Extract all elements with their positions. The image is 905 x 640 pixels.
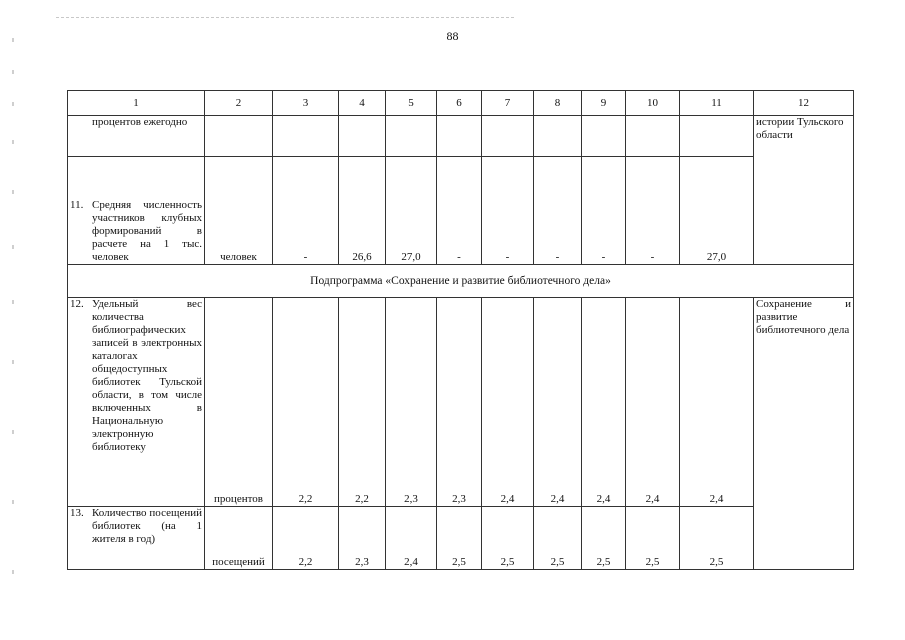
value-cell: 2,3 xyxy=(386,298,437,507)
indicator-name: Средняя численность участников клубных формирований в расчете на 1 тыс. человек xyxy=(92,199,202,263)
empty-cell xyxy=(273,116,339,157)
subprogram-title: Подпрограмма «Сохранение и развитие библиотечного дела» xyxy=(68,265,854,298)
unit-cell: процентов xyxy=(205,298,273,507)
header-cell: 10 xyxy=(626,91,680,116)
empty-cell xyxy=(386,116,437,157)
header-row xyxy=(68,91,854,116)
indicator-name-cell xyxy=(68,298,205,507)
row-index: 12. xyxy=(70,298,84,310)
value-cell: 2,4 xyxy=(582,298,626,507)
header-cell: 7 xyxy=(482,91,534,116)
value-cell: 2,5 xyxy=(680,507,754,570)
value-cell: 2,5 xyxy=(482,507,534,570)
indicator-name-cell xyxy=(68,507,205,570)
indicator-name: Удельный вес количества библиографических записей в электронных каталогах общедоступных библиотек Тульской области, в том числе включенных в Национальную электронную библиотеку xyxy=(92,298,202,453)
empty-cell xyxy=(437,116,482,157)
indicator-name: Количество посещений библиотек (на 1 жителя в год) xyxy=(92,507,202,545)
value-cell: 2,4 xyxy=(680,298,754,507)
subprogram-row xyxy=(68,265,854,298)
empty-cell xyxy=(482,116,534,157)
value-cell: 27,0 xyxy=(386,157,437,265)
value-cell: - xyxy=(534,157,582,265)
value-cell: 2,4 xyxy=(482,298,534,507)
table-row-continued xyxy=(68,116,854,157)
value-cell: 2,4 xyxy=(534,298,582,507)
header-cell: 11 xyxy=(680,91,754,116)
value-cell: 27,0 xyxy=(680,157,754,265)
empty-cell xyxy=(626,116,680,157)
header-cell: 6 xyxy=(437,91,482,116)
table-row-11 xyxy=(68,157,854,265)
value-cell: 26,6 xyxy=(339,157,386,265)
header-cell: 8 xyxy=(534,91,582,116)
empty-cell xyxy=(339,116,386,157)
unit-cell: посещений xyxy=(205,507,273,570)
value-cell: - xyxy=(582,157,626,265)
header-cell: 1 xyxy=(68,91,205,116)
value-cell: - xyxy=(482,157,534,265)
header-cell: 9 xyxy=(582,91,626,116)
responsible-note-cell: Сохранение и развитие библиотечного дела xyxy=(754,298,854,570)
header-cell: 12 xyxy=(754,91,854,116)
row-index: 11. xyxy=(70,199,84,211)
header-cell: 5 xyxy=(386,91,437,116)
value-cell: - xyxy=(273,157,339,265)
value-cell: 2,5 xyxy=(437,507,482,570)
header-cell: 4 xyxy=(339,91,386,116)
scan-left-margin-marks xyxy=(12,30,16,610)
indicators-table xyxy=(67,90,854,570)
indicator-name-cell xyxy=(68,157,205,265)
page-number: 88 xyxy=(446,29,459,43)
value-cell: 2,5 xyxy=(534,507,582,570)
table-row-12 xyxy=(68,298,854,507)
indicator-name: процентов ежегодно xyxy=(92,116,188,128)
row-index: 13. xyxy=(70,507,84,519)
value-cell: 2,4 xyxy=(386,507,437,570)
unit-cell: человек xyxy=(205,157,273,265)
empty-cell xyxy=(680,116,754,157)
table-row-13 xyxy=(68,507,854,570)
empty-cell xyxy=(205,116,273,157)
value-cell: 2,5 xyxy=(582,507,626,570)
responsible-note-cell: истории Тульского области xyxy=(754,116,854,265)
value-cell: 2,2 xyxy=(273,298,339,507)
value-cell: 2,2 xyxy=(339,298,386,507)
header-cell: 2 xyxy=(205,91,273,116)
empty-cell xyxy=(582,116,626,157)
value-cell: - xyxy=(626,157,680,265)
value-cell: 2,5 xyxy=(626,507,680,570)
value-cell: 2,2 xyxy=(273,507,339,570)
value-cell: 2,3 xyxy=(339,507,386,570)
value-cell: 2,4 xyxy=(626,298,680,507)
indicator-name-cell xyxy=(68,116,205,157)
header-cell: 3 xyxy=(273,91,339,116)
value-cell: 2,3 xyxy=(437,298,482,507)
empty-cell xyxy=(534,116,582,157)
value-cell: - xyxy=(437,157,482,265)
scan-top-rule xyxy=(56,17,514,18)
